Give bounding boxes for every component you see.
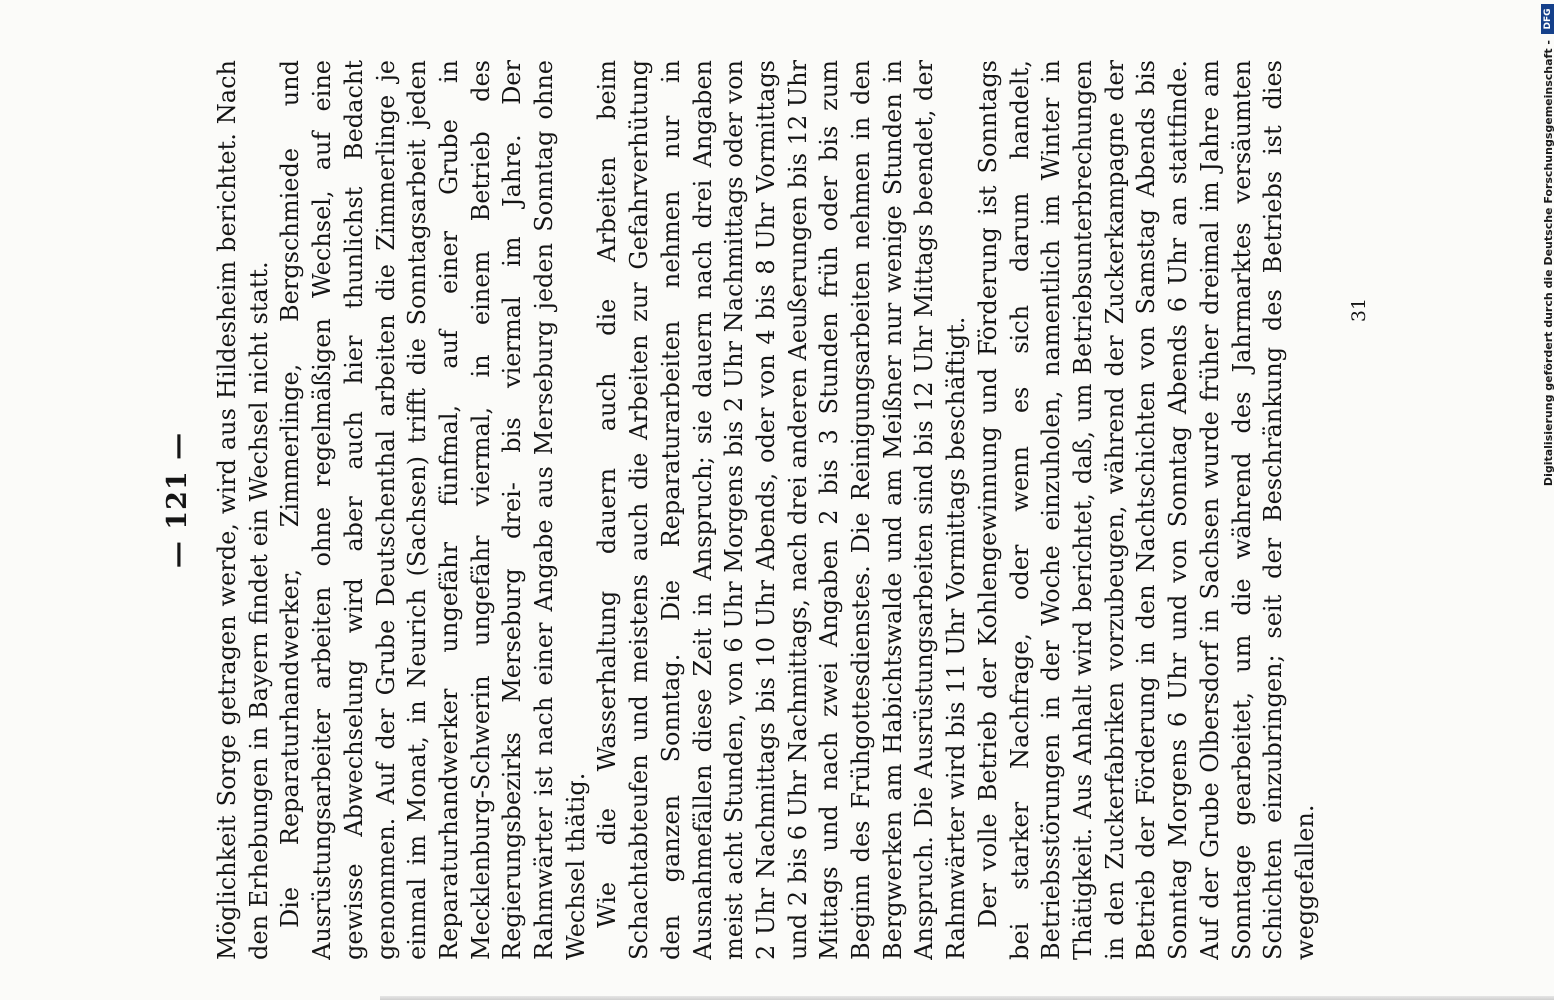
paragraph-1: Möglichkeit Sorge getragen werde, wird aus Hildesheim berichtet. Nach den Erhebungen in Bayern findet ein Wechsel nicht statt. bbox=[213, 60, 273, 960]
dfg-credit bbox=[1537, 0, 1554, 1000]
dfg-logo-icon: DFG bbox=[1541, 4, 1554, 34]
credit-text: Digitalisierung gefördert durch die Deutsche Forschungsgemeinschaft - bbox=[1541, 40, 1554, 487]
paragraph-4: Der volle Betrieb der Kohlengewinnung und Förderung ist Sonntags bei starker Nachfrage, oder wenn es sich darum handelt, Betriebsstörungen in der Woche einzuholen, namentlich im Winter in Thätigkeit. Aus Anhalt wird berichtet, daß, um Betriebsunterbrechungen in den Zuckerfabriken vorzubeugen, während der Zuckerkampagne der Betrieb der Förderung in den Nachtschichten von Samstag Abends bis Sonntag Morgens 6 Uhr und von Sonntag Abends 6 Uhr an stattfinde. Auf der Grube Olbersdorf in Sachsen wurde früher dreimal im Jahre am Sonntage gearbeitet, um die während des Jahrmarktes versäumten Schichten einzubringen; seit der Beschränkung des Betriebs ist dies weggefallen. bbox=[973, 60, 1319, 960]
rotated-page-content bbox=[110, 10, 1400, 990]
page-number-header: — 121 — bbox=[162, 431, 193, 569]
body-text bbox=[212, 60, 1322, 960]
paragraph-3: Wie die Wasserhaltung dauern auch die Arbeiten beim Schachtabteufen und meistens auch die Arbeiten zur Gefahrverhütung den ganzen Sonntag. Die Reparaturarbeiten nehmen nur in Ausnahmefällen diese Zeit in Anspruch; sie dauern nach drei Angaben meist acht Stunden, von 6 Uhr Morgens bis 2 Uhr Nachmittags oder von 2 Uhr Nachmittags bis 10 Uhr Abends, oder von 4 bis 8 Uhr Vormittags und 2 bis 6 Uhr Nachmittags, nach drei anderen Aeußerungen bis 12 Uhr Mittags und nach zwei Angaben 2 bis 3 Stunden früh oder bis zum Beginn des Frühgottesdienstes. Die Reinigungsarbeiten nehmen in den Bergwerken am Habichtswalde und am Meißner nur wenige Stunden in Anspruch. Die Ausrüstungsarbeiten sind bis 12 Uhr Mittags beendet, der Rahmwärter wird bis 11 Uhr Vormittags beschäftigt. bbox=[593, 60, 971, 960]
scan-edge bbox=[380, 996, 1554, 1000]
paragraph-2: Die Reparaturhandwerker, Zimmerlinge, Bergschmiede und Ausrüstungsarbeiter arbeiten ohne regelmäßigen Wechsel, auf eine gewisse Abwechselung wird aber auch hier thunlichst Bedacht genommen. Auf der Grube Deutschenthal arbeiten die Zimmerlinge je einmal im Monat, in Neurich (Sachsen) trifft die Sonntagsarbeit jeden Reparaturhandwerker ungefähr fünfmal, auf einer Grube in Mecklenburg-Schwerin ungefähr viermal, in einem Betrieb des Regierungsbezirks Merseburg drei- bis viermal im Jahre. Der Rahmwärter ist nach einer Angabe aus Merseburg jeden Sonntag ohne Wechsel thätig. bbox=[276, 60, 590, 960]
signature-mark: 31 bbox=[1348, 297, 1370, 323]
